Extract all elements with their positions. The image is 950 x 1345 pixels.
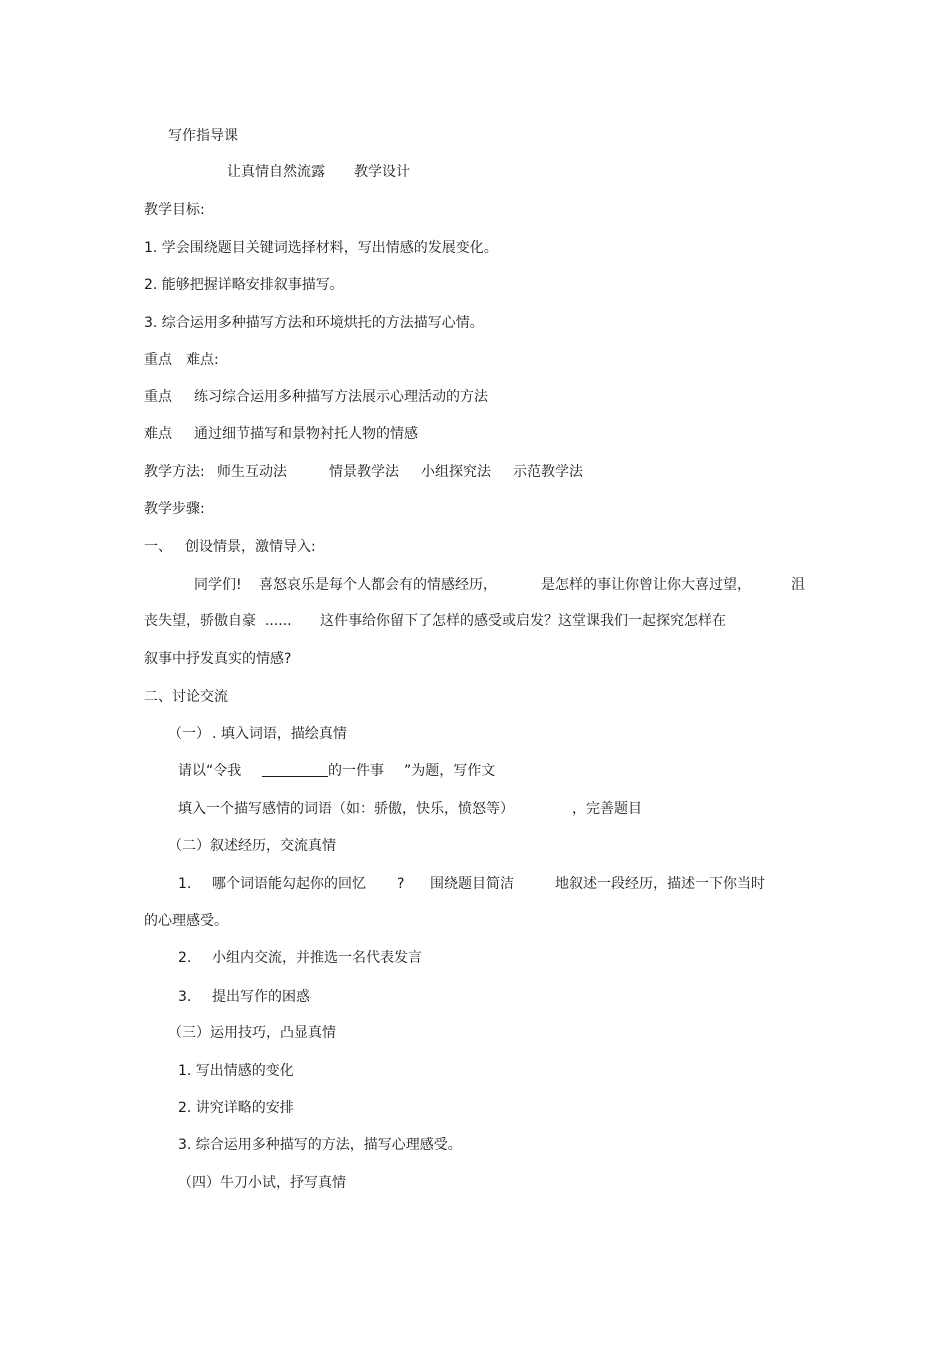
method-item: 情景教学法 <box>329 464 399 480</box>
part1-title: . 填入词语，描绘真情 <box>212 726 347 742</box>
objective-item-2: 2. 能够把握详略安排叙事描写。 <box>144 277 344 293</box>
method-item: 小组探究法 <box>421 464 491 480</box>
step2-heading: 二、讨论交流 <box>144 689 228 705</box>
prompt-end: ”为题，写作文 <box>404 763 496 779</box>
methods-label: 教学方法: <box>144 464 205 480</box>
method-item: 示范教学法 <box>513 464 583 480</box>
item-text: ? <box>397 876 405 892</box>
objective-item-3: 3. 综合运用多种描写方法和环境烘托的方法描写心情。 <box>144 315 484 331</box>
item-text: 围绕题目简洁 <box>430 876 514 892</box>
difficulty-label: 难点 <box>144 426 172 442</box>
step1-para-line-3: 叙事中抒发真实的情感? <box>144 651 292 667</box>
part2-heading: （二）叙述经历，交流真情 <box>168 838 336 854</box>
fill-instruction-a: 填入一个描写感情的词语（如：骄傲，快乐，愤怒等） <box>178 801 514 817</box>
item-text: 地叙述一段经历，描述一下你当时 <box>555 876 765 892</box>
blank-line <box>262 762 328 777</box>
step1-title: 创设情景，激情导入: <box>185 539 316 555</box>
item-text: 提出写作的困惑 <box>212 989 310 1005</box>
item-number: 1. <box>178 876 192 892</box>
steps-heading: 教学步骤: <box>144 501 205 517</box>
title-design: 教学设计 <box>354 164 410 180</box>
objective-item-1: 1. 学会围绕题目关键词选择材料，写出情感的发展变化。 <box>144 240 498 256</box>
title-theme: 让真情自然流露 <box>227 164 325 180</box>
para-segment: 同学们! <box>194 577 242 593</box>
part3-heading: （三）运用技巧，凸显真情 <box>168 1025 336 1041</box>
part1-label: （一） <box>168 726 210 742</box>
course-type: 写作指导课 <box>168 128 238 144</box>
part4-heading: （四）牛刀小试，抒写真情 <box>178 1175 346 1191</box>
method-item: 师生互动法 <box>217 464 287 480</box>
key-points-heading-a: 重点 <box>144 352 172 368</box>
part3-item-1: 1. 写出情感的变化 <box>178 1063 294 1079</box>
objectives-heading: 教学目标: <box>144 202 205 218</box>
title-blank <box>260 762 330 782</box>
prompt-start: 请以“令我 <box>178 763 242 779</box>
item-text: 小组内交流，并推选一名代表发言 <box>212 950 422 966</box>
para-segment: 丧失望，骄傲自豪 ...... <box>144 613 292 629</box>
focus-label: 重点 <box>144 389 172 405</box>
para-segment: 喜怒哀乐是每个人都会有的情感经历， <box>259 577 497 593</box>
difficulty-text: 通过细节描写和景物衬托人物的情感 <box>194 426 418 442</box>
part3-item-3: 3. 综合运用多种描写的方法，描写心理感受。 <box>178 1137 462 1153</box>
prompt-middle: 的一件事 <box>328 763 384 779</box>
item-number: 3. <box>178 989 192 1005</box>
para-segment: 沮 <box>791 577 805 593</box>
item-text: 哪个词语能勾起你的回忆 <box>212 876 366 892</box>
part2-item-1-cont: 的心理感受。 <box>144 913 228 929</box>
document-title <box>227 163 410 217</box>
step1-number: 一、 <box>144 539 172 555</box>
para-segment: 是怎样的事让你曾让你大喜过望， <box>541 577 751 593</box>
focus-text: 练习综合运用多种描写方法展示心理活动的方法 <box>194 389 488 405</box>
para-segment: 这件事给你留下了怎样的感受或启发？这堂课我们一起探究怎样在 <box>320 613 726 629</box>
item-number: 2. <box>178 950 192 966</box>
key-points-heading-b: 难点: <box>186 352 219 368</box>
part3-item-2: 2. 讲究详略的安排 <box>178 1100 294 1116</box>
fill-instruction-b: ，完善题目 <box>572 801 642 817</box>
